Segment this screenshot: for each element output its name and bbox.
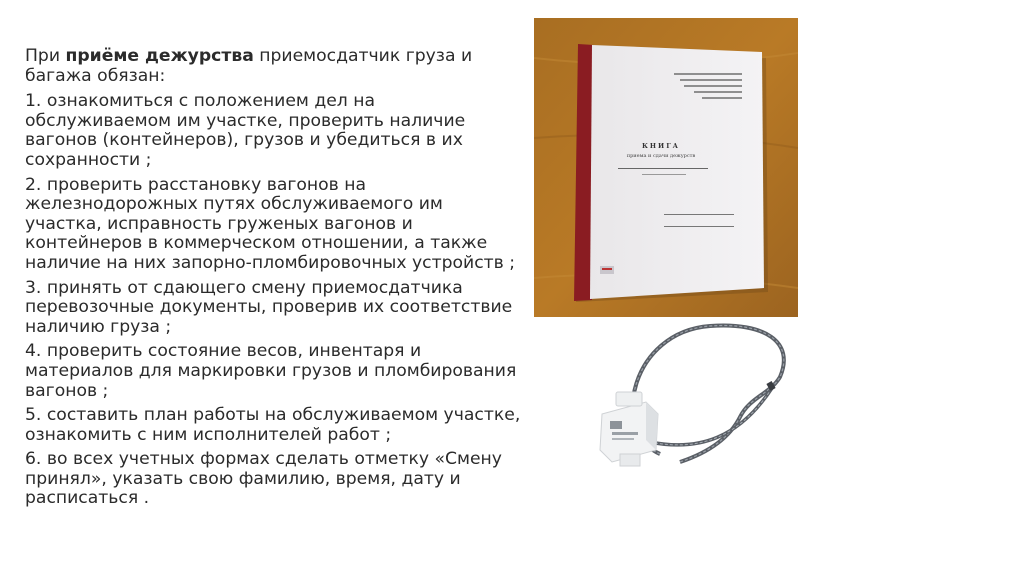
logbook-photo — [534, 18, 798, 317]
intro-prefix: При — [25, 46, 66, 66]
duty-item-1: 1. ознакомиться с положением дел на обслуживаемом им участке, проверить наличие вагонов (контейнеров), грузов и убедиться в их сохранности ; — [25, 91, 466, 170]
duty-item-4: 4. проверить состояние весов, инвентаря и материалов для маркировки грузов и пломбирования вагонов ; — [25, 341, 517, 401]
book-subtitle: приема и сдачи дежурств — [626, 153, 696, 159]
duty-item-3: 3. принять от сдающего смену приемосдатчика перевозочные документы, проверив их соответствие наличию груза ; — [25, 277, 513, 337]
duty-item-6: 6. во всех учетных формах сделать отметку «Смену принял», указать свою фамилию, время, дату и расписаться . — [25, 449, 502, 509]
cable-seal-photo — [590, 322, 794, 492]
intro-suffix: приемосдатчик груза и багажа обязан: — [25, 46, 473, 86]
duty-item-5: 5. составить план работы на обслуживаемом участке, ознакомить с ним исполнителей работ ; — [25, 405, 521, 445]
book-title: КНИГА — [642, 142, 680, 150]
logbook-image — [534, 18, 798, 317]
top-bar — [0, 0, 1024, 6]
intro-bold: приёме дежурства — [65, 46, 254, 66]
duties-text — [25, 47, 525, 514]
duty-item-2: 2. проверить расстановку вагонов на железнодорожных путях обслуживаемого им участка, исправность груженых вагонов и контейнеров в коммерческом отношении, а также наличие на них запорно-пломбировочных устройств ; — [25, 174, 516, 273]
intro-paragraph — [25, 47, 525, 86]
cable-seal-image — [590, 322, 794, 492]
